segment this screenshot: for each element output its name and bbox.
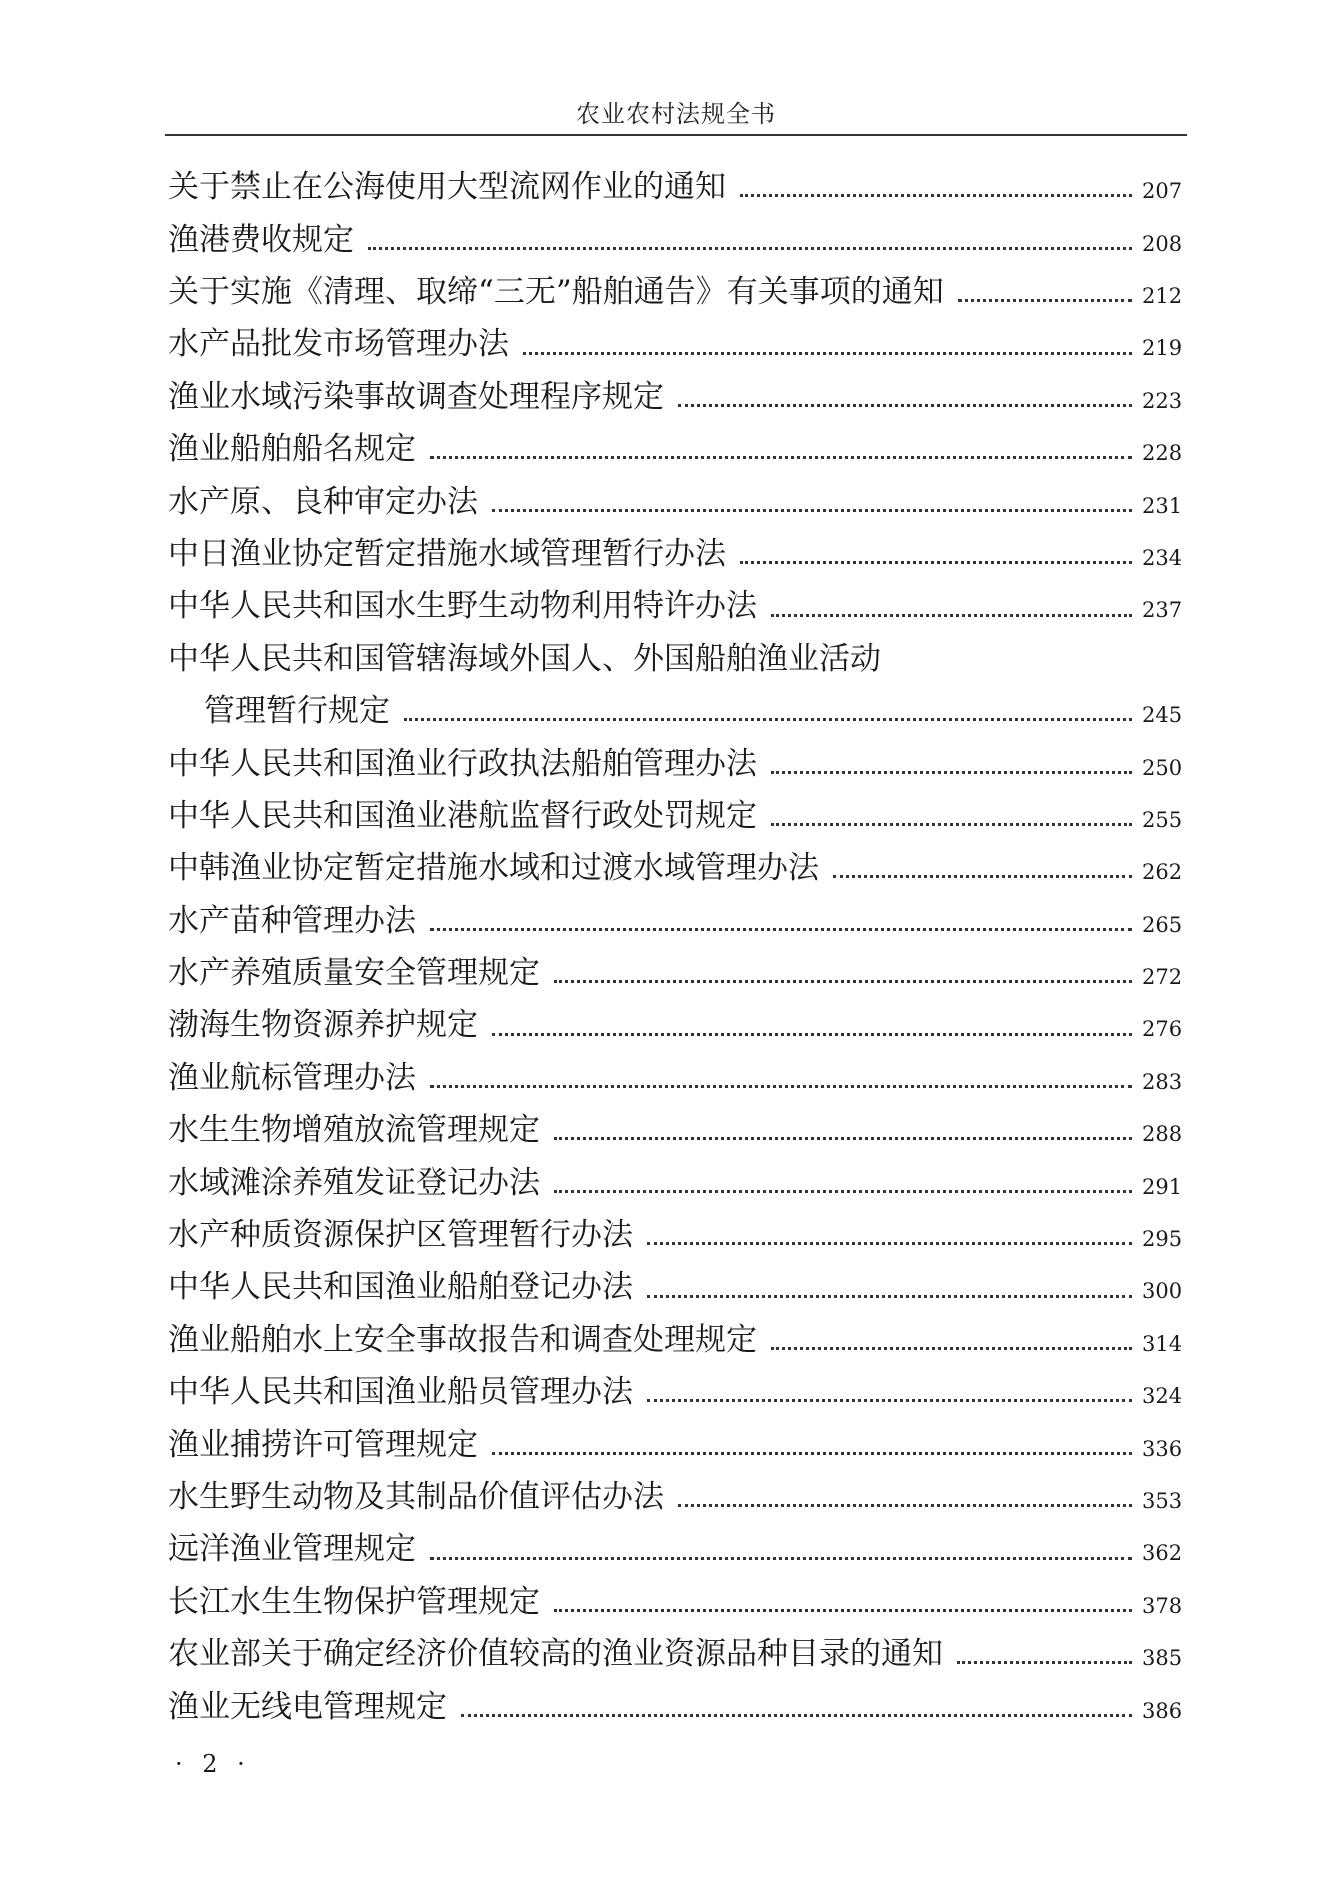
toc-entry [168,317,1182,369]
toc-page-number: 212 [1142,283,1183,308]
toc-page-number: 234 [1142,545,1183,570]
toc-entry-title: 远洋渔业管理规定 [168,1531,416,1568]
toc-entry-title: 中韩渔业协定暂定措施水域和过渡水域管理办法 [168,850,819,887]
toc-dot-leader [771,614,1132,617]
toc-entry-title: 中华人民共和国渔业港航监督行政处罚规定 [168,797,757,834]
toc-entry [168,1470,1182,1522]
toc-page-number: 250 [1142,755,1183,780]
toc-entry [168,736,1182,788]
toc-entry-title: 渔业水域污染事故调查处理程序规定 [168,378,664,415]
toc-dot-leader [833,875,1132,878]
toc-dot-leader [647,1399,1132,1402]
toc-dot-leader [958,299,1132,302]
toc-dot-leader [647,1295,1132,1298]
toc-entry [168,1155,1182,1207]
toc-dot-leader [492,1452,1132,1455]
toc-entry [168,1208,1182,1260]
toc-entry [168,1313,1182,1365]
toc-dot-leader [430,928,1132,931]
toc-page-number: 314 [1142,1331,1183,1356]
toc-entry-title: 中华人民共和国渔业船员管理办法 [168,1374,633,1411]
toc-entry-title: 关于禁止在公海使用大型流网作业的通知 [168,169,726,206]
toc-entry [168,370,1182,422]
toc-page-number: 386 [1142,1698,1183,1723]
toc-dot-leader [430,1557,1132,1560]
toc-entry-title: 渔业船舶船名规定 [168,431,416,468]
toc-page-number: 353 [1142,1488,1183,1513]
toc-entry [168,1051,1182,1103]
toc-entry [168,1575,1182,1627]
toc-entry-title: 渤海生物资源养护规定 [168,1007,478,1044]
toc-page-number: 385 [1142,1646,1183,1671]
toc-entry-title: 渔业航标管理办法 [168,1059,416,1096]
toc-page-number: 300 [1142,1279,1183,1304]
toc-page-number: 262 [1142,860,1183,885]
toc-entry-title: 中日渔业协定暂定措施水域管理暂行办法 [168,535,726,572]
toc-entry [168,1679,1182,1731]
toc-dot-leader [554,1190,1132,1193]
toc-page-number: 265 [1142,912,1183,937]
toc-page-number: 291 [1142,1174,1183,1199]
toc-page-number: 272 [1142,965,1183,990]
toc-page-number: 378 [1142,1593,1183,1618]
toc-dot-leader [678,404,1132,407]
toc-entry [168,998,1182,1050]
toc-entry [168,265,1182,317]
toc-entry-title: 长江水生生物保护管理规定 [168,1583,540,1620]
toc-dot-leader [554,1609,1132,1612]
toc-dot-leader [771,823,1132,826]
toc-entry [168,212,1182,264]
toc-entry [168,893,1182,945]
toc-entry [168,1522,1182,1574]
toc-entry-title: 水产品批发市场管理办法 [168,326,509,363]
toc-page-number: 255 [1142,807,1183,832]
toc-dot-leader [647,1242,1132,1245]
toc-entry-title: 水域滩涂养殖发证登记办法 [168,1164,540,1201]
toc-entry [168,160,1182,212]
toc-entry [168,1417,1182,1469]
toc-entry-title: 水产种质资源保护区管理暂行办法 [168,1217,633,1254]
toc-entry-continuation [168,684,1182,736]
toc-page-number: 219 [1142,336,1183,361]
toc-entry [168,422,1182,474]
toc-dot-leader [771,1347,1132,1350]
toc-entry [168,579,1182,631]
toc-dot-leader [771,771,1132,774]
toc-entry-title: 水生野生动物及其制品价值评估办法 [168,1478,664,1515]
toc-entry-title: 中华人民共和国渔业行政执法船舶管理办法 [168,745,757,782]
toc-entry-title: 渔业捕捞许可管理规定 [168,1426,478,1463]
toc-dot-leader [368,247,1132,250]
table-of-contents [168,160,1182,1732]
toc-page-number: 276 [1142,1017,1183,1042]
toc-entry [168,789,1182,841]
toc-page-number: 288 [1142,1122,1183,1147]
toc-page-number: 336 [1142,1436,1183,1461]
toc-page-number: 362 [1142,1541,1183,1566]
toc-dot-leader [492,509,1132,512]
page-number: · 2 · [175,1750,251,1778]
toc-dot-leader [492,1033,1132,1036]
toc-entry-title: 渔业船舶水上安全事故报告和调查处理规定 [168,1321,757,1358]
toc-entry [168,1260,1182,1312]
toc-dot-leader [957,1661,1132,1664]
running-header: 农业农村法规全书 [576,100,776,128]
toc-entry-title: 渔业无线电管理规定 [168,1688,447,1725]
toc-entry-title: 水产苗种管理办法 [168,902,416,939]
toc-entry-title: 水产原、良种审定办法 [168,483,478,520]
toc-page-number: 231 [1142,493,1183,518]
toc-page-number: 283 [1142,1069,1183,1094]
header-rule [165,134,1187,136]
toc-entry [168,946,1182,998]
toc-page-number: 324 [1142,1384,1183,1409]
toc-entry-title: 关于实施《清理、取缔“三无”船舶通告》有关事项的通知 [168,273,944,310]
toc-page-number: 208 [1142,231,1183,256]
toc-page-number: 245 [1142,703,1183,728]
toc-page-number: 223 [1142,388,1183,413]
toc-dot-leader [554,1137,1132,1140]
toc-dot-leader [740,194,1132,197]
toc-dot-leader [461,1714,1132,1717]
toc-dot-leader [554,980,1132,983]
toc-dot-leader [430,1085,1132,1088]
toc-dot-leader [740,561,1132,564]
toc-entry-title-continuation: 管理暂行规定 [204,693,390,730]
toc-entry-title: 水生生物增殖放流管理规定 [168,1112,540,1149]
toc-entry [168,474,1182,526]
toc-entry-title: 中华人民共和国水生野生动物利用特许办法 [168,588,757,625]
toc-entry [168,841,1182,893]
toc-entry-title: 水产养殖质量安全管理规定 [168,955,540,992]
toc-entry-title: 渔港费收规定 [168,221,354,258]
toc-entry [168,1103,1182,1155]
toc-dot-leader [430,456,1132,459]
toc-dot-leader [404,718,1132,721]
toc-page-number: 237 [1142,598,1183,623]
toc-entry [168,632,1182,684]
toc-entry [168,1627,1182,1679]
toc-page-number: 228 [1142,441,1183,466]
toc-entry [168,527,1182,579]
toc-entry-title: 中华人民共和国管辖海域外国人、外国船舶渔业活动 [168,640,881,677]
toc-dot-leader [523,352,1132,355]
toc-page-number: 295 [1142,1227,1183,1252]
toc-entry-title: 农业部关于确定经济价值较高的渔业资源品种目录的通知 [168,1636,943,1673]
toc-entry [168,1365,1182,1417]
toc-dot-leader [678,1504,1132,1507]
toc-page-number: 207 [1142,179,1183,204]
toc-entry-title: 中华人民共和国渔业船舶登记办法 [168,1269,633,1306]
